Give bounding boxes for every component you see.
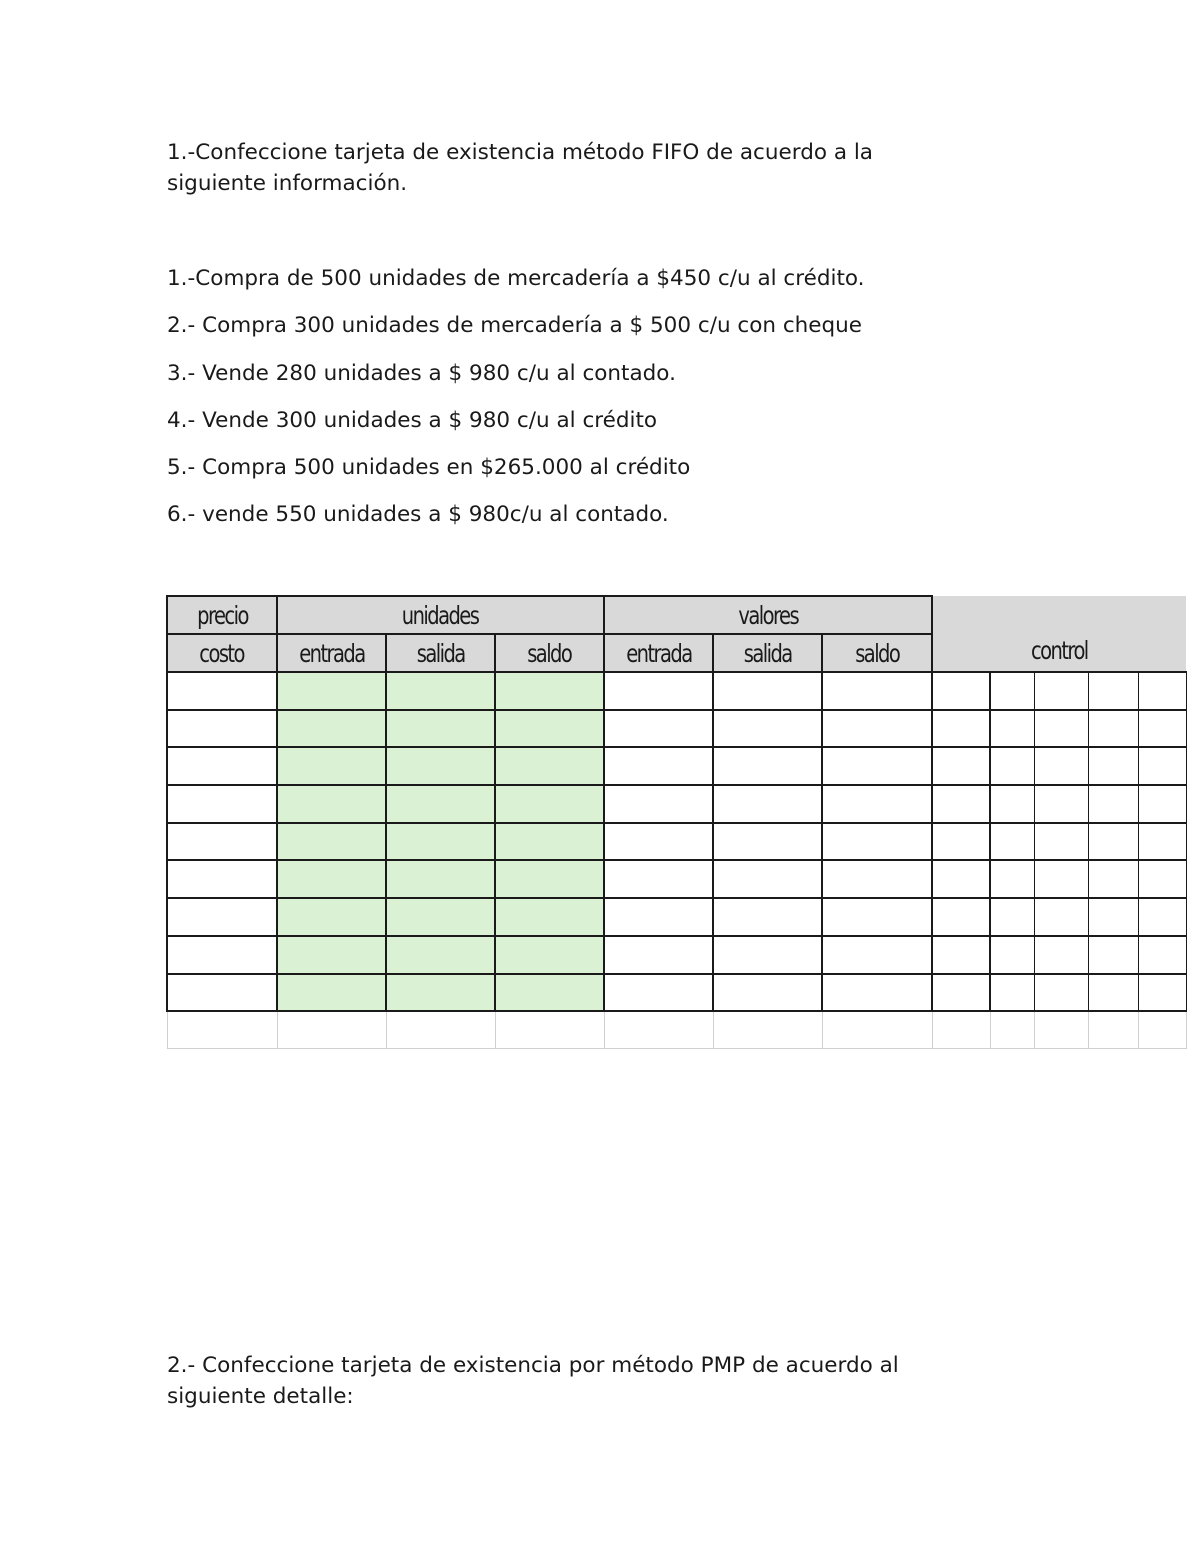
list-item: 4.- Vende 300 unidades a $ 980 c/u al crédito <box>167 407 658 433</box>
table-cell[interactable] <box>713 936 822 974</box>
table-cell[interactable] <box>1034 860 1088 898</box>
table-cell[interactable] <box>822 860 932 898</box>
table-cell[interactable] <box>386 710 495 748</box>
header-unidades-entrada: entrada <box>277 634 386 672</box>
table-cell[interactable] <box>990 672 1034 710</box>
table-cell[interactable] <box>1138 936 1186 974</box>
table-cell[interactable] <box>1138 1011 1186 1049</box>
table-cell[interactable] <box>604 860 713 898</box>
table-cell[interactable] <box>386 936 495 974</box>
table-row <box>167 936 1186 974</box>
table-cell[interactable] <box>277 672 386 710</box>
table-cell[interactable] <box>932 1011 990 1049</box>
table-cell[interactable] <box>495 823 604 861</box>
list-item: 6.- vende 550 unidades a $ 980c/u al contado. <box>167 502 669 528</box>
table-cell[interactable] <box>1138 672 1186 710</box>
exercise2-heading-line1: 2.- Confeccione tarjeta de existencia por método PMP de acuerdo al <box>167 1353 899 1378</box>
table-cell[interactable] <box>277 710 386 748</box>
table-row <box>167 785 1186 823</box>
table-cell[interactable] <box>990 974 1034 1012</box>
table-cell[interactable] <box>277 1011 386 1049</box>
table-cell[interactable] <box>167 710 277 748</box>
table-cell[interactable] <box>277 785 386 823</box>
exercise2-heading <box>167 1350 899 1412</box>
exercise2-heading-line2: siguiente detalle: <box>167 1384 354 1409</box>
table-cell[interactable] <box>713 974 822 1012</box>
table-cell[interactable] <box>167 936 277 974</box>
table-cell[interactable] <box>277 936 386 974</box>
header-valores: valores <box>604 596 932 634</box>
table-cell[interactable] <box>713 1011 822 1049</box>
table-cell[interactable] <box>1138 974 1186 1012</box>
table-cell[interactable] <box>822 974 932 1012</box>
table-cell[interactable] <box>495 710 604 748</box>
header-valores-salida: salida <box>713 634 822 672</box>
table-cell[interactable] <box>386 974 495 1012</box>
table-cell[interactable] <box>495 974 604 1012</box>
table-row <box>167 974 1186 1012</box>
table-cell[interactable] <box>495 747 604 785</box>
table-cell[interactable] <box>1088 936 1138 974</box>
table-cell[interactable] <box>1138 710 1186 748</box>
table-cell[interactable] <box>167 860 277 898</box>
table-cell[interactable] <box>713 785 822 823</box>
table-cell[interactable] <box>990 747 1034 785</box>
table-cell[interactable] <box>822 823 932 861</box>
header-precio: precio <box>167 596 277 634</box>
table-cell[interactable] <box>1034 747 1088 785</box>
table-cell[interactable] <box>990 710 1034 748</box>
table-cell[interactable] <box>1034 974 1088 1012</box>
table-cell[interactable] <box>713 860 822 898</box>
exercise1-heading <box>167 137 873 199</box>
table-cell[interactable] <box>1138 823 1186 861</box>
table-row <box>167 860 1186 898</box>
table-cell[interactable] <box>1088 898 1138 936</box>
table-cell[interactable] <box>167 1011 277 1049</box>
table-cell[interactable] <box>932 898 990 936</box>
table-cell[interactable] <box>167 747 277 785</box>
header-unidades-salida: salida <box>386 634 495 672</box>
header-unidades: unidades <box>277 596 604 634</box>
table-cell[interactable] <box>495 672 604 710</box>
header-unidades-saldo: saldo <box>495 634 604 672</box>
table-cell[interactable] <box>990 936 1034 974</box>
table-cell[interactable] <box>604 898 713 936</box>
table-cell[interactable] <box>822 1011 932 1049</box>
table-cell[interactable] <box>167 823 277 861</box>
table-cell[interactable] <box>277 823 386 861</box>
table-cell[interactable] <box>932 823 990 861</box>
table-cell[interactable] <box>822 936 932 974</box>
table-cell[interactable] <box>386 747 495 785</box>
table-cell[interactable] <box>277 747 386 785</box>
table-cell[interactable] <box>1138 785 1186 823</box>
table-cell[interactable] <box>1088 974 1138 1012</box>
table-cell[interactable] <box>604 823 713 861</box>
table-row <box>167 747 1186 785</box>
header-control: control <box>932 596 1186 672</box>
table-cell[interactable] <box>1034 823 1088 861</box>
table-cell[interactable] <box>822 672 932 710</box>
table-cell[interactable] <box>1088 747 1138 785</box>
table-cell[interactable] <box>1088 672 1138 710</box>
table-cell[interactable] <box>1088 710 1138 748</box>
table-cell[interactable] <box>495 936 604 974</box>
table-cell[interactable] <box>386 785 495 823</box>
table-cell[interactable] <box>386 823 495 861</box>
table-cell[interactable] <box>1088 860 1138 898</box>
table-cell[interactable] <box>932 710 990 748</box>
table-cell[interactable] <box>386 1011 495 1049</box>
table-cell[interactable] <box>990 785 1034 823</box>
table-cell[interactable] <box>277 974 386 1012</box>
table-cell[interactable] <box>277 898 386 936</box>
table-cell[interactable] <box>990 860 1034 898</box>
table-cell[interactable] <box>604 710 713 748</box>
table-cell[interactable] <box>1088 1011 1138 1049</box>
table-cell[interactable] <box>495 785 604 823</box>
table-cell[interactable] <box>1034 898 1088 936</box>
table-cell[interactable] <box>1034 710 1088 748</box>
transactions-list <box>167 263 865 547</box>
table-cell[interactable] <box>822 898 932 936</box>
table-cell[interactable] <box>932 672 990 710</box>
table-cell[interactable] <box>1034 785 1088 823</box>
table-cell[interactable] <box>604 936 713 974</box>
exercise1-heading-line1: 1.-Confeccione tarjeta de existencia método FIFO de acuerdo a la <box>167 140 873 165</box>
table-cell[interactable] <box>1034 936 1088 974</box>
table-cell[interactable] <box>167 898 277 936</box>
table-cell[interactable] <box>932 974 990 1012</box>
table-cell[interactable] <box>495 1011 604 1049</box>
inventory-card-table <box>166 595 1187 1049</box>
table-cell[interactable] <box>1138 860 1186 898</box>
table-cell[interactable] <box>386 860 495 898</box>
table-cell[interactable] <box>1138 747 1186 785</box>
table-cell[interactable] <box>604 1011 713 1049</box>
table-cell[interactable] <box>167 785 277 823</box>
table-cell[interactable] <box>990 1011 1034 1049</box>
table-cell[interactable] <box>932 860 990 898</box>
table-cell[interactable] <box>495 860 604 898</box>
table-cell[interactable] <box>713 898 822 936</box>
table-cell[interactable] <box>604 672 713 710</box>
exercise1-heading-line2: siguiente información. <box>167 171 408 196</box>
header-valores-saldo: saldo <box>822 634 932 672</box>
table-cell[interactable] <box>277 860 386 898</box>
table-cell[interactable] <box>713 823 822 861</box>
table-row <box>167 710 1186 748</box>
header-valores-entrada: entrada <box>604 634 713 672</box>
table-cell[interactable] <box>713 747 822 785</box>
table-cell[interactable] <box>495 898 604 936</box>
table-row <box>167 898 1186 936</box>
table-row <box>167 1011 1186 1049</box>
table-cell[interactable] <box>1034 672 1088 710</box>
header-costo: costo <box>167 634 277 672</box>
table-cell[interactable] <box>1088 823 1138 861</box>
list-item: 1.-Compra de 500 unidades de mercadería a $450 c/u al crédito. <box>167 266 865 291</box>
table-cell[interactable] <box>167 974 277 1012</box>
table-cell[interactable] <box>990 898 1034 936</box>
table-cell[interactable] <box>386 672 495 710</box>
table-cell[interactable] <box>1088 785 1138 823</box>
table-cell[interactable] <box>932 785 990 823</box>
table-cell[interactable] <box>822 747 932 785</box>
table-cell[interactable] <box>1138 898 1186 936</box>
table-cell[interactable] <box>604 974 713 1012</box>
table-cell[interactable] <box>822 710 932 748</box>
table-cell[interactable] <box>604 785 713 823</box>
list-item: 2.- Compra 300 unidades de mercadería a $ 500 c/u con cheque <box>167 313 863 339</box>
list-item: 5.- Compra 500 unidades en $265.000 al crédito <box>167 455 691 481</box>
list-item: 3.- Vende 280 unidades a $ 980 c/u al contado. <box>167 360 676 386</box>
table-cell[interactable] <box>932 936 990 974</box>
table-cell[interactable] <box>822 785 932 823</box>
table-row <box>167 672 1186 710</box>
table-cell[interactable] <box>990 823 1034 861</box>
table-cell[interactable] <box>604 747 713 785</box>
table-cell[interactable] <box>932 747 990 785</box>
table-cell[interactable] <box>167 672 277 710</box>
table-cell[interactable] <box>713 710 822 748</box>
table-cell[interactable] <box>386 898 495 936</box>
table-cell[interactable] <box>713 672 822 710</box>
table-row <box>167 823 1186 861</box>
table-cell[interactable] <box>1034 1011 1088 1049</box>
